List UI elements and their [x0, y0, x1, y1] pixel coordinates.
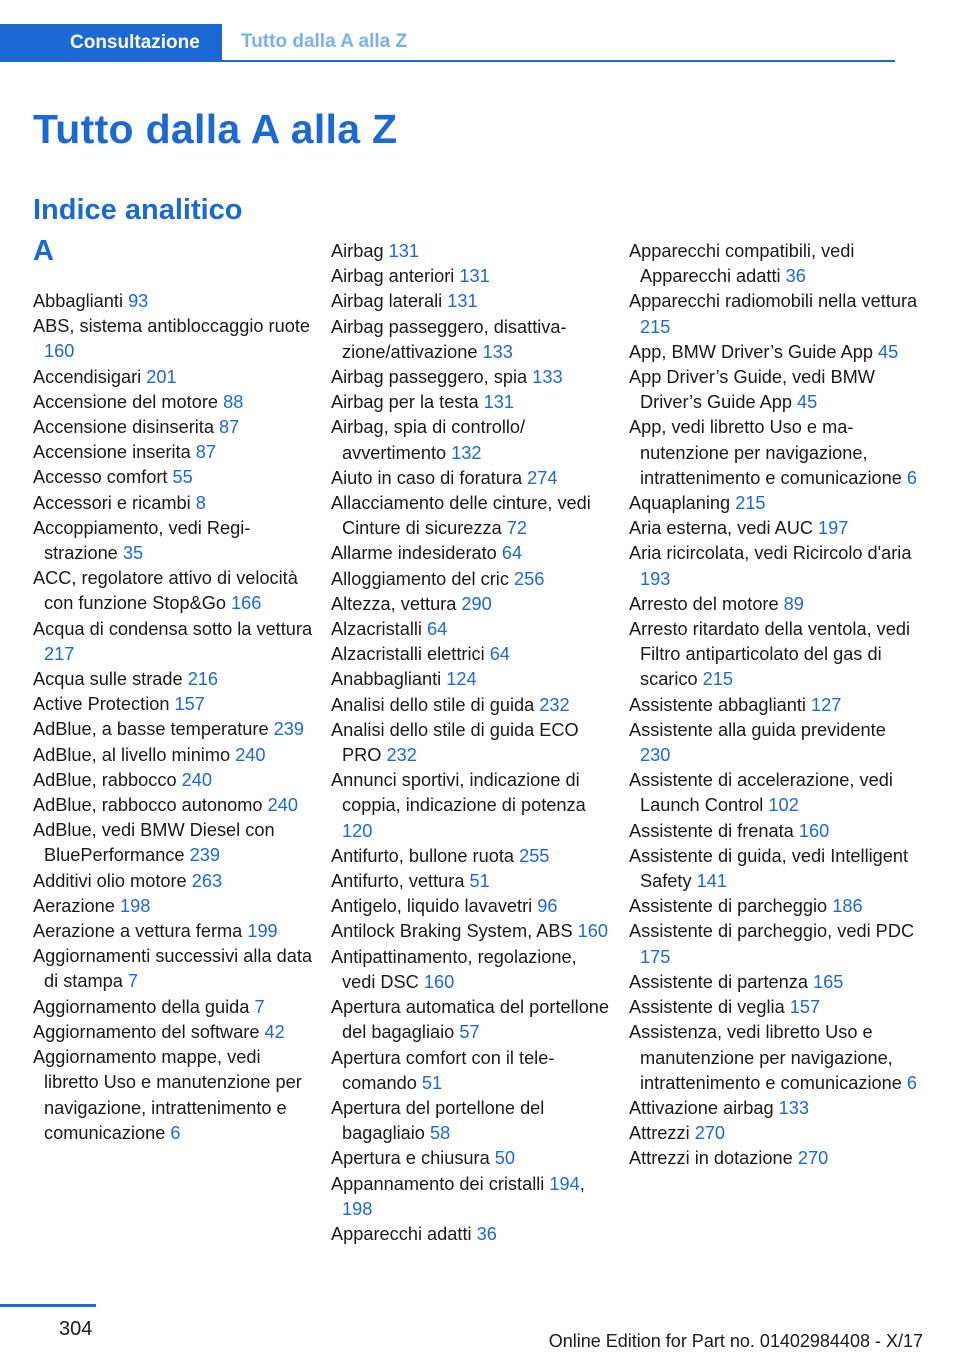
- page-reference-link[interactable]: 160: [423, 971, 455, 992]
- index-entry-term: Active Protection: [33, 694, 170, 715]
- index-entry-term: Airbag laterali: [331, 291, 443, 312]
- page-reference-link[interactable]: 270: [797, 1148, 829, 1169]
- index-entry-term: AdBlue, a basse temperature: [33, 719, 269, 740]
- page-reference-link[interactable]: 6: [170, 1122, 181, 1143]
- index-entry: [33, 1045, 313, 1146]
- index-entry-term: Aquaplaning: [629, 493, 731, 514]
- index-entry: [629, 693, 919, 718]
- index-entry-term: Acqua di condensa sotto la vettura: [33, 618, 313, 639]
- index-entry-term: Accensione inserita: [33, 442, 191, 463]
- index-entry: [629, 592, 919, 617]
- index-entry-term: Alzacristalli: [331, 619, 422, 640]
- index-entry-term: App Driver’s Guide, vedi BMW Driver’s Guide App: [629, 367, 875, 413]
- index-entry: [629, 1121, 919, 1146]
- page-reference-link[interactable]: 216: [187, 669, 219, 690]
- index-entry: [33, 365, 313, 390]
- index-entry: [331, 592, 611, 617]
- page-header: [0, 24, 895, 62]
- index-entry: [331, 289, 611, 314]
- index-entry-term: Accessori e ricambi: [33, 492, 191, 513]
- page-reference-link[interactable]: 157: [789, 997, 821, 1018]
- page-reference-link[interactable]: 132: [451, 442, 482, 463]
- page-reference-link[interactable]: 6: [906, 467, 918, 488]
- index-entry-term: Airbag passeggero, spia: [331, 367, 528, 388]
- index-entry: [331, 1222, 611, 1247]
- index-entry: [331, 617, 611, 642]
- page-reference-link[interactable]: 215: [640, 316, 671, 337]
- index-entry-term: AdBlue, rabbocco: [33, 769, 177, 790]
- index-entry-term: Aria ricircolata, vedi Ricircolo d'aria: [629, 543, 912, 564]
- index-entry: [629, 995, 919, 1020]
- page-reference-link[interactable]: 57: [459, 1022, 480, 1043]
- page-reference-link[interactable]: 160: [44, 341, 75, 362]
- index-entry-term: ACC, regolatore attivo di velocità con funzione Stop&Go: [33, 568, 298, 614]
- page-reference-link[interactable]: 102: [768, 795, 799, 816]
- page-reference-link[interactable]: 166: [231, 593, 262, 614]
- page-reference-link[interactable]: 194: [549, 1173, 580, 1194]
- index-entry: [629, 541, 919, 591]
- page-reference-link[interactable]: 7: [127, 971, 139, 992]
- page-reference-link[interactable]: 160: [577, 921, 609, 942]
- index-entry: [331, 466, 611, 491]
- page-reference-link[interactable]: 7: [254, 996, 265, 1017]
- page-reference-link[interactable]: 133: [778, 1097, 809, 1118]
- index-entry-term: Aerazione a vettura ferma: [33, 921, 243, 942]
- index-entry: [331, 667, 611, 692]
- index-entry: [331, 718, 611, 768]
- footer-rule: [0, 1304, 96, 1307]
- page-reference-link[interactable]: 133: [482, 341, 513, 362]
- index-entry-term: Assistente di guida, vedi Intelligent Safety: [629, 845, 909, 892]
- page-reference-link[interactable]: 290: [461, 593, 492, 614]
- index-entry: [331, 264, 611, 289]
- index-entry: [629, 1096, 919, 1121]
- index-entry: [331, 1146, 611, 1171]
- page-reference-link[interactable]: 6: [906, 1072, 918, 1093]
- index-entry: [331, 642, 611, 667]
- index-entry-term: Assistente di veglia: [629, 997, 785, 1018]
- index-entry-term: Antilock Braking System, ABS: [331, 921, 573, 942]
- index-entry-term: Apparecchi compatibili, vedi Apparecchi adatti: [629, 241, 855, 287]
- index-entry: [33, 415, 313, 440]
- page-reference-link[interactable]: 45: [797, 392, 818, 413]
- page-reference-link[interactable]: 217: [44, 643, 75, 664]
- index-entry: [331, 1046, 611, 1096]
- page-reference-link[interactable]: 93: [128, 291, 149, 311]
- index-entry-term: Arresto ritardato della ventola, vedi Filtro antiparticolato del gas di scarico: [629, 619, 911, 690]
- page-reference-link[interactable]: 8: [195, 492, 206, 513]
- index-entry-term: Airbag anteriori: [331, 266, 455, 287]
- page-reference-link[interactable]: 88: [223, 391, 244, 412]
- index-entry-term: Altezza, vettura: [331, 593, 457, 614]
- page-reference-link[interactable]: 87: [219, 417, 240, 438]
- index-entry: [629, 415, 919, 491]
- index-entry-term: Appannamento dei cristalli: [331, 1173, 545, 1194]
- page-reference-link[interactable]: 240: [235, 744, 266, 765]
- index-entry-term: Airbag: [331, 241, 384, 261]
- page-reference-link[interactable]: 131: [483, 392, 515, 413]
- page-reference-link[interactable]: 240: [267, 795, 298, 816]
- index-entry-term: Additivi olio motore: [33, 870, 187, 891]
- index-entry-term: Airbag passeggero, disattivazione/attivazione: [331, 316, 567, 362]
- index-entry-term: Assistente di frenata: [629, 820, 794, 841]
- section-tab-consultazione[interactable]: Consultazione: [0, 24, 222, 62]
- index-entry: [33, 491, 313, 516]
- index-entry-term: Anabbaglianti: [331, 669, 442, 690]
- index-entry: [629, 1020, 919, 1096]
- index-column-2: [331, 239, 611, 1247]
- index-letter-heading: A: [33, 235, 54, 267]
- index-entry-term: AdBlue, rabbocco autonomo: [33, 795, 263, 816]
- page-reference-link[interactable]: 215: [735, 493, 766, 514]
- index-entry-term: AdBlue, vedi BMW Diesel con BluePerformance: [33, 820, 275, 866]
- index-entry: Appannamento dei cristalli 194, 198: [331, 1173, 585, 1219]
- page-reference-link[interactable]: 199: [247, 921, 278, 942]
- index-entry: [33, 667, 313, 692]
- index-entry-term: Assistente di parcheggio, vedi PDC: [629, 921, 915, 942]
- index-entry-term: Analisi dello stile di guida: [331, 694, 535, 715]
- index-entry: [331, 1096, 611, 1146]
- index-entry-term: AdBlue, al livello minimo: [33, 744, 231, 765]
- index-entry: [331, 844, 611, 869]
- index-entry-term: App, vedi libretto Uso e manutenzione per navigazione, intrattenimento e comunicazione: [629, 417, 902, 488]
- index-entry: [331, 919, 611, 944]
- index-entry-term: Accoppiamento, vedi Registrazione: [33, 517, 251, 564]
- index-entry: [629, 1146, 919, 1171]
- index-entry-term: Attrezzi in dotazione: [629, 1148, 793, 1169]
- section-title: Indice analitico: [33, 194, 243, 226]
- index-entry-term: Aggiornamento della guida: [33, 996, 250, 1017]
- index-column-1: [33, 289, 313, 1146]
- page-reference-link[interactable]: 35: [122, 543, 144, 564]
- index-entry-term: Apparecchi radiomobili nella vettura: [629, 291, 918, 312]
- page-reference-link[interactable]: 124: [446, 669, 477, 690]
- page-reference-link[interactable]: 270: [694, 1123, 726, 1144]
- index-entry: [33, 743, 313, 768]
- page-reference-link[interactable]: 232: [386, 745, 417, 766]
- edition-note: Online Edition for Part no. 01402984408 - X/17: [548, 1331, 923, 1351]
- page-reference-link[interactable]: 160: [798, 820, 830, 841]
- index-entry: [33, 289, 313, 314]
- index-entry-term: Abbaglianti: [33, 291, 123, 311]
- page-reference-link[interactable]: 201: [146, 366, 177, 387]
- page-reference-link[interactable]: 96: [537, 896, 558, 917]
- page-reference-link[interactable]: 42: [264, 1021, 285, 1042]
- page-reference-link[interactable]: 131: [459, 266, 490, 287]
- index-entry: [629, 239, 919, 289]
- index-entry: [629, 894, 919, 919]
- index-entry: [331, 239, 611, 264]
- index-entry: [629, 919, 919, 969]
- index-entry-term: App, BMW Driver’s Guide App: [629, 341, 873, 362]
- page-reference-link[interactable]: 255: [519, 845, 550, 866]
- index-entry-term: Apertura e chiusura: [331, 1148, 490, 1169]
- page-number: 304: [59, 1318, 93, 1340]
- index-entry-term: Alzacristalli elettrici: [331, 644, 485, 665]
- index-entry: [629, 365, 919, 415]
- index-entry: [33, 768, 313, 793]
- page-reference-link[interactable]: 193: [640, 568, 671, 589]
- index-entry-term: Aggiornamento mappe, vedi libretto Uso e manutenzione per navigazione, intrattenimento e comunicazione: [33, 1047, 302, 1143]
- index-entry-term: Aggiornamento del software: [33, 1021, 260, 1042]
- page-reference-link[interactable]: 198: [342, 1198, 373, 1219]
- index-entry: [331, 541, 611, 566]
- index-entry: [331, 894, 611, 919]
- index-entry: [33, 995, 313, 1020]
- index-entry: [331, 491, 611, 541]
- index-entry: [33, 617, 313, 667]
- index-entry-term: Aggiornamenti successivi alla data di stampa: [33, 946, 313, 992]
- page-reference-link[interactable]: 87: [195, 442, 217, 463]
- index-entry-term: ABS, sistema antibloccaggio ruote: [33, 316, 311, 337]
- index-entry: [629, 768, 919, 818]
- index-entry-term: Accendisigari: [33, 366, 142, 387]
- page-reference-link[interactable]: 64: [501, 543, 523, 564]
- index-entry: [331, 390, 611, 415]
- page-reference-link[interactable]: 89: [783, 593, 804, 614]
- index-column-3: [629, 239, 919, 1172]
- index-entry: [629, 289, 919, 339]
- page-reference-link[interactable]: 45: [878, 341, 899, 362]
- index-entry-term: Annunci sportivi, indicazione di coppia, indicazione di potenza: [331, 770, 586, 816]
- breadcrumb-current[interactable]: Tutto dalla A alla Z: [241, 31, 408, 52]
- index-entry: [331, 768, 611, 844]
- page-reference-link[interactable]: 157: [174, 694, 205, 715]
- index-entry-term: Apertura automatica del portellone del bagagliaio: [331, 997, 610, 1043]
- page-reference-link[interactable]: 186: [832, 896, 863, 917]
- index-entry: [331, 945, 611, 995]
- index-entry-term: Attrezzi: [629, 1123, 690, 1144]
- index-entry: [331, 995, 611, 1045]
- index-entry: [629, 819, 919, 844]
- index-entry: [629, 340, 919, 365]
- page-reference-link[interactable]: 230: [640, 745, 671, 766]
- index-entry-term: Accesso comfort: [33, 467, 168, 488]
- page-reference-link[interactable]: 198: [119, 895, 151, 916]
- index-entry-term: Antifurto, bullone ruota: [331, 845, 515, 866]
- index-entry-term: Assistente abbaglianti: [629, 694, 806, 715]
- index-entry-term: Airbag, spia di controllo/ avvertimento: [331, 417, 526, 463]
- index-entry-term: Apparecchi adatti: [331, 1223, 472, 1244]
- index-entry: [33, 440, 313, 465]
- page-reference-link[interactable]: 240: [181, 769, 212, 790]
- page-reference-link[interactable]: 131: [447, 291, 478, 312]
- index-entry-term: Assistente di partenza: [629, 971, 808, 992]
- index-entry-term: Accensione del motore: [33, 391, 219, 412]
- page-reference-link[interactable]: 175: [640, 946, 671, 967]
- index-entry-term: Assistenza, vedi libretto Uso e manutenzione per navigazione, intrattenimento e comunicazione: [629, 1022, 902, 1093]
- index-entry: [33, 717, 313, 742]
- index-entry-term: Apertura del portellone del bagagliaio: [331, 1097, 545, 1144]
- page-reference-link[interactable]: 232: [539, 694, 570, 715]
- index-entry-term: Allacciamento delle cinture, vedi Cinture di sicurezza: [331, 493, 591, 539]
- index-entry-term: Assistente alla guida previdente: [629, 719, 886, 740]
- page-reference-link[interactable]: 36: [785, 266, 806, 287]
- index-entry-term: Aerazione: [33, 895, 115, 916]
- index-entry: [33, 314, 313, 364]
- index-entry: [629, 718, 919, 768]
- index-entry-term: Analisi dello stile di guida ECO PRO: [331, 719, 579, 766]
- page-reference-link[interactable]: 64: [489, 644, 510, 665]
- index-entry: [629, 844, 919, 894]
- index-entry: [331, 693, 611, 718]
- index-entry: [331, 567, 611, 592]
- page-reference-link[interactable]: 72: [506, 518, 528, 539]
- page-reference-link[interactable]: 51: [421, 1072, 443, 1093]
- index-entry-term: Airbag per la testa: [331, 392, 479, 413]
- page-reference-link[interactable]: 55: [172, 467, 193, 488]
- index-entry: [33, 894, 313, 919]
- index-entry: [33, 869, 313, 894]
- index-entry-term: Acqua sulle strade: [33, 669, 183, 690]
- page-reference-link[interactable]: 64: [427, 619, 448, 640]
- page-reference-link[interactable]: 165: [813, 971, 844, 992]
- index-entry-term: Antipattinamento, regolazione, vedi DSC: [331, 946, 577, 992]
- index-entry: [629, 970, 919, 995]
- index-entry: [33, 465, 313, 490]
- page-reference-link[interactable]: 274: [527, 467, 558, 488]
- index-entry: [33, 516, 313, 566]
- index-entry: [33, 1020, 313, 1045]
- index-entry: [629, 491, 919, 516]
- index-entry-term: Arresto del motore: [629, 593, 779, 614]
- page-reference-link[interactable]: 36: [476, 1223, 497, 1244]
- page-reference-link[interactable]: 133: [532, 367, 563, 388]
- page-reference-link[interactable]: 51: [469, 871, 490, 892]
- page-reference-link[interactable]: 215: [702, 669, 734, 690]
- page-title: Tutto dalla A alla Z: [33, 106, 398, 152]
- index-entry: [331, 869, 611, 894]
- page-reference-link[interactable]: 127: [811, 694, 842, 715]
- index-entry: [331, 315, 611, 365]
- index-entry-term: Aria esterna, vedi AUC: [629, 518, 813, 539]
- index-entry-term: Allarme indesiderato: [331, 543, 497, 564]
- index-entry: [33, 566, 313, 616]
- index-entry-term: Accensione disinserita: [33, 417, 214, 438]
- index-entry: [33, 390, 313, 415]
- index-entry: [33, 793, 313, 818]
- index-entry-term: Antigelo, liquido lavavetri: [331, 896, 533, 917]
- page-reference-link[interactable]: 197: [818, 518, 849, 539]
- page-reference-link[interactable]: 239: [273, 719, 304, 740]
- index-entry: [331, 365, 611, 390]
- page-reference-link[interactable]: 256: [514, 568, 545, 589]
- page-reference-link[interactable]: 239: [189, 845, 220, 866]
- index-entry: [33, 919, 313, 944]
- index-entry-term: Antifurto, vettura: [331, 871, 465, 892]
- index-entry: [629, 516, 919, 541]
- index-entry: [33, 944, 313, 994]
- index-entry-term: Alloggiamento del cric: [331, 568, 509, 589]
- index-entry-term: Assistente di parcheggio: [629, 896, 828, 917]
- index-entry-term: Attivazione airbag: [629, 1097, 774, 1118]
- page-reference-link[interactable]: 263: [191, 870, 223, 891]
- index-entry-term: Apertura comfort con il telecomando: [331, 1047, 555, 1093]
- page-reference-link[interactable]: 50: [494, 1148, 516, 1169]
- page-reference-link[interactable]: 58: [430, 1123, 451, 1144]
- page-reference-link[interactable]: 141: [696, 871, 727, 892]
- index-entry: [629, 617, 919, 693]
- index-entry: [33, 818, 313, 868]
- page-reference-link[interactable]: 120: [342, 820, 373, 841]
- index-entry: [33, 692, 313, 717]
- header-rule: [222, 60, 895, 62]
- page-reference-link[interactable]: 131: [388, 241, 419, 261]
- index-entry-term: Aiuto in caso di foratura: [331, 467, 523, 488]
- index-entry: [331, 415, 611, 465]
- index-entry-term: Assistente di accelerazione, vedi Launch Control: [629, 770, 893, 816]
